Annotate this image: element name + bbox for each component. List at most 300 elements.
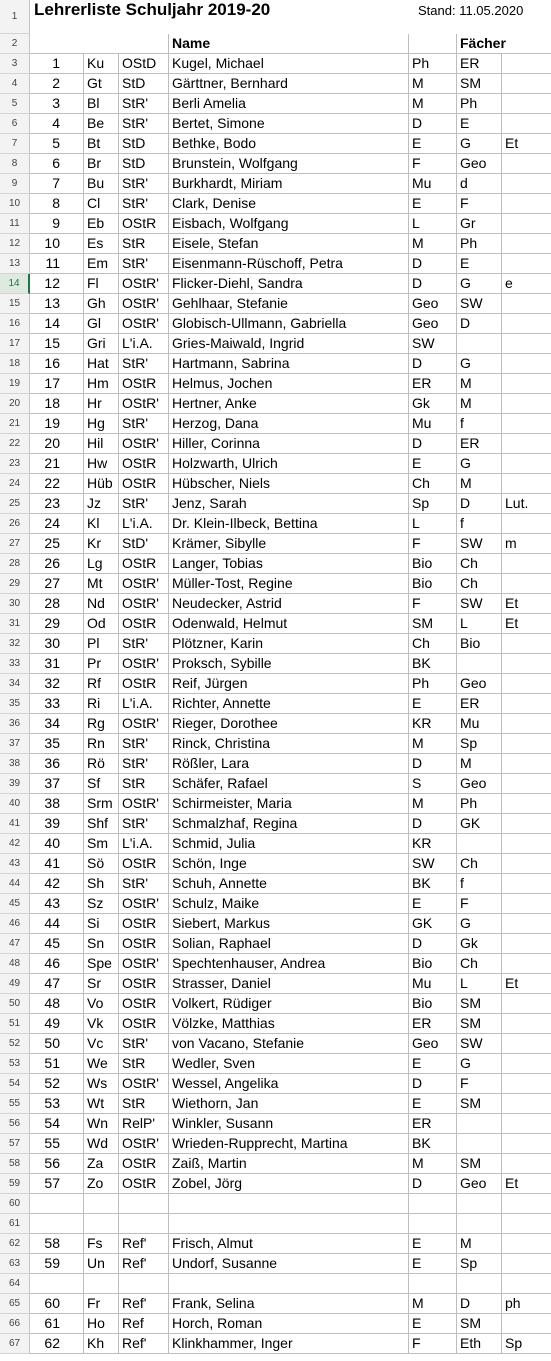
row-header[interactable]: 59: [0, 1174, 30, 1194]
cell-fach-3[interactable]: [502, 794, 551, 814]
row-header[interactable]: 28: [0, 554, 30, 574]
cell-amt[interactable]: L'i.A.: [119, 514, 169, 534]
cell-fach-3[interactable]: [502, 1094, 551, 1114]
cell-kuerzel[interactable]: Za: [84, 1154, 119, 1174]
cell-fach-1[interactable]: M: [409, 74, 457, 94]
cell-fach-2[interactable]: G: [457, 134, 502, 154]
cell-kuerzel[interactable]: Sz: [84, 894, 119, 914]
cell-nr[interactable]: 12: [30, 274, 84, 294]
cell-amt[interactable]: RelP': [119, 1114, 169, 1134]
cell-fach-1[interactable]: M: [409, 794, 457, 814]
cell-amt[interactable]: OStR': [119, 594, 169, 614]
cell-fach-2[interactable]: f: [457, 414, 502, 434]
cell-nr[interactable]: 32: [30, 674, 84, 694]
cell-fach-1[interactable]: S: [409, 774, 457, 794]
cell-fach-3[interactable]: [502, 1314, 551, 1334]
cell-kuerzel[interactable]: Hüb: [84, 474, 119, 494]
cell-name[interactable]: Wedler, Sven: [169, 1054, 409, 1074]
cell-kuerzel[interactable]: Sn: [84, 934, 119, 954]
cell-fach-3[interactable]: [502, 174, 551, 194]
cell-name[interactable]: [169, 1194, 409, 1214]
row-header[interactable]: 66: [0, 1314, 30, 1334]
cell-fach-2[interactable]: f: [457, 514, 502, 534]
row-header[interactable]: 49: [0, 974, 30, 994]
header-empty[interactable]: [30, 34, 169, 54]
cell-fach-3[interactable]: ph: [502, 1294, 551, 1314]
cell-amt[interactable]: StD: [119, 74, 169, 94]
cell-fach-2[interactable]: Ch: [457, 574, 502, 594]
cell-fach-2[interactable]: SW: [457, 294, 502, 314]
cell-fach-1[interactable]: M: [409, 234, 457, 254]
cell-nr[interactable]: 59: [30, 1254, 84, 1274]
cell-fach-3[interactable]: [502, 454, 551, 474]
cell-name[interactable]: Frisch, Almut: [169, 1234, 409, 1254]
cell-kuerzel[interactable]: Wt: [84, 1094, 119, 1114]
cell-kuerzel[interactable]: Wd: [84, 1134, 119, 1154]
row-header[interactable]: 65: [0, 1294, 30, 1314]
cell-fach-2[interactable]: SW: [457, 534, 502, 554]
cell-nr[interactable]: 9: [30, 214, 84, 234]
cell-kuerzel[interactable]: Shf: [84, 814, 119, 834]
row-header[interactable]: 56: [0, 1114, 30, 1134]
cell-fach-2[interactable]: D: [457, 1294, 502, 1314]
cell-amt[interactable]: StR': [119, 174, 169, 194]
cell-fach-1[interactable]: KR: [409, 714, 457, 734]
cell-fach-2[interactable]: Gk: [457, 934, 502, 954]
cell-nr[interactable]: 49: [30, 1014, 84, 1034]
cell-fach-3[interactable]: [502, 114, 551, 134]
cell-kuerzel[interactable]: Pl: [84, 634, 119, 654]
cell-kuerzel[interactable]: Hat: [84, 354, 119, 374]
row-header[interactable]: 39: [0, 774, 30, 794]
cell-fach-1[interactable]: SW: [409, 854, 457, 874]
cell-name[interactable]: Schirmeister, Maria: [169, 794, 409, 814]
cell-fach-2[interactable]: M: [457, 394, 502, 414]
cell-fach-3[interactable]: Et: [502, 1174, 551, 1194]
cell-fach-3[interactable]: [502, 294, 551, 314]
cell-amt[interactable]: StR': [119, 814, 169, 834]
cell-fach-2[interactable]: [457, 654, 502, 674]
cell-fach-3[interactable]: [502, 1134, 551, 1154]
cell-amt[interactable]: OStR': [119, 954, 169, 974]
cell-fach-2[interactable]: M: [457, 1234, 502, 1254]
cell-fach-2[interactable]: ER: [457, 434, 502, 454]
cell-name[interactable]: Strasser, Daniel: [169, 974, 409, 994]
cell-name[interactable]: Eisele, Stefan: [169, 234, 409, 254]
row-header[interactable]: 51: [0, 1014, 30, 1034]
cell-fach-1[interactable]: Geo: [409, 1034, 457, 1054]
cell-fach-1[interactable]: F: [409, 154, 457, 174]
cell-name[interactable]: Schön, Inge: [169, 854, 409, 874]
cell-fach-2[interactable]: Geo: [457, 1174, 502, 1194]
row-header[interactable]: 63: [0, 1254, 30, 1274]
cell-fach-3[interactable]: m: [502, 534, 551, 554]
cell-fach-3[interactable]: [502, 654, 551, 674]
cell-fach-2[interactable]: d: [457, 174, 502, 194]
cell-amt[interactable]: StR': [119, 634, 169, 654]
cell-fach-1[interactable]: M: [409, 734, 457, 754]
row-header[interactable]: 53: [0, 1054, 30, 1074]
cell-nr[interactable]: 60: [30, 1294, 84, 1314]
cell-nr[interactable]: 22: [30, 474, 84, 494]
cell-fach-2[interactable]: GK: [457, 814, 502, 834]
cell-amt[interactable]: L'i.A.: [119, 834, 169, 854]
cell-kuerzel[interactable]: Sh: [84, 874, 119, 894]
row-header[interactable]: 6: [0, 114, 30, 134]
cell-kuerzel[interactable]: Lg: [84, 554, 119, 574]
cell-name[interactable]: von Vacano, Stefanie: [169, 1034, 409, 1054]
cell-nr[interactable]: 62: [30, 1334, 84, 1354]
cell-nr[interactable]: 35: [30, 734, 84, 754]
cell-amt[interactable]: StR: [119, 1054, 169, 1074]
cell-fach-3[interactable]: [502, 234, 551, 254]
cell-fach-3[interactable]: [502, 994, 551, 1014]
row-header[interactable]: 54: [0, 1074, 30, 1094]
row-header[interactable]: 10: [0, 194, 30, 214]
cell-nr[interactable]: 56: [30, 1154, 84, 1174]
cell-kuerzel[interactable]: Ho: [84, 1314, 119, 1334]
cell-name[interactable]: Brunstein, Wolfgang: [169, 154, 409, 174]
cell-fach-2[interactable]: ER: [457, 694, 502, 714]
cell-name[interactable]: Hertner, Anke: [169, 394, 409, 414]
row-header[interactable]: 23: [0, 454, 30, 474]
cell-fach-3[interactable]: [502, 54, 551, 74]
cell-name[interactable]: Eisenmann-Rüschoff, Petra: [169, 254, 409, 274]
cell-nr[interactable]: 44: [30, 914, 84, 934]
cell-fach-3[interactable]: e: [502, 274, 551, 294]
cell-kuerzel[interactable]: Rg: [84, 714, 119, 734]
cell-kuerzel[interactable]: Bu: [84, 174, 119, 194]
cell-kuerzel[interactable]: [84, 1214, 119, 1234]
cell-kuerzel[interactable]: Vc: [84, 1034, 119, 1054]
header-name[interactable]: Name: [169, 34, 409, 54]
cell-amt[interactable]: [119, 1274, 169, 1294]
cell-name[interactable]: Hübscher, Niels: [169, 474, 409, 494]
cell-name[interactable]: Kugel, Michael: [169, 54, 409, 74]
cell-amt[interactable]: OStR': [119, 434, 169, 454]
cell-fach-3[interactable]: [502, 394, 551, 414]
cell-fach-3[interactable]: [502, 1254, 551, 1274]
cell-fach-1[interactable]: Mu: [409, 974, 457, 994]
cell-fach-2[interactable]: SM: [457, 74, 502, 94]
cell-nr[interactable]: 2: [30, 74, 84, 94]
cell-fach-2[interactable]: Ph: [457, 234, 502, 254]
cell-kuerzel[interactable]: Be: [84, 114, 119, 134]
cell-kuerzel[interactable]: Spe: [84, 954, 119, 974]
row-header[interactable]: 62: [0, 1234, 30, 1254]
cell-fach-1[interactable]: M: [409, 1294, 457, 1314]
cell-name[interactable]: Spechtenhauser, Andrea: [169, 954, 409, 974]
cell-fach-3[interactable]: [502, 74, 551, 94]
cell-fach-3[interactable]: [502, 1114, 551, 1134]
cell-amt[interactable]: OStR': [119, 794, 169, 814]
cell-amt[interactable]: L'i.A.: [119, 694, 169, 714]
cell-amt[interactable]: OStR: [119, 554, 169, 574]
cell-fach-2[interactable]: Sp: [457, 734, 502, 754]
cell-name[interactable]: Frank, Selina: [169, 1294, 409, 1314]
cell-kuerzel[interactable]: Wn: [84, 1114, 119, 1134]
cell-name[interactable]: [169, 1214, 409, 1234]
cell-kuerzel[interactable]: Gl: [84, 314, 119, 334]
cell-nr[interactable]: 55: [30, 1134, 84, 1154]
cell-amt[interactable]: StR': [119, 254, 169, 274]
row-header[interactable]: 8: [0, 154, 30, 174]
cell-nr[interactable]: 48: [30, 994, 84, 1014]
cell-nr[interactable]: 31: [30, 654, 84, 674]
cell-amt[interactable]: OStR: [119, 1154, 169, 1174]
cell-kuerzel[interactable]: Fs: [84, 1234, 119, 1254]
cell-fach-1[interactable]: F: [409, 594, 457, 614]
cell-fach-3[interactable]: [502, 1234, 551, 1254]
cell-name[interactable]: Schulz, Maike: [169, 894, 409, 914]
cell-amt[interactable]: StR: [119, 234, 169, 254]
row-header[interactable]: 14: [0, 274, 30, 294]
cell-fach-1[interactable]: [409, 1274, 457, 1294]
cell-fach-3[interactable]: [502, 254, 551, 274]
cell-kuerzel[interactable]: Kr: [84, 534, 119, 554]
row-header[interactable]: 16: [0, 314, 30, 334]
cell-nr[interactable]: 5: [30, 134, 84, 154]
row-header[interactable]: 12: [0, 234, 30, 254]
cell-fach-3[interactable]: [502, 854, 551, 874]
cell-amt[interactable]: StR': [119, 754, 169, 774]
row-header[interactable]: 50: [0, 994, 30, 1014]
cell-fach-2[interactable]: F: [457, 894, 502, 914]
cell-fach-1[interactable]: D: [409, 934, 457, 954]
cell-fach-2[interactable]: SM: [457, 1314, 502, 1334]
cell-kuerzel[interactable]: [84, 1274, 119, 1294]
cell-fach-1[interactable]: D: [409, 274, 457, 294]
cell-fach-3[interactable]: [502, 314, 551, 334]
cell-nr[interactable]: 57: [30, 1174, 84, 1194]
cell-name[interactable]: Volkert, Rüdiger: [169, 994, 409, 1014]
cell-amt[interactable]: L'i.A.: [119, 334, 169, 354]
cell-amt[interactable]: OStR': [119, 894, 169, 914]
row-header[interactable]: 11: [0, 214, 30, 234]
cell-name[interactable]: Bethke, Bodo: [169, 134, 409, 154]
cell-fach-1[interactable]: E: [409, 454, 457, 474]
cell-fach-3[interactable]: [502, 194, 551, 214]
cell-nr[interactable]: 11: [30, 254, 84, 274]
cell-name[interactable]: Schmid, Julia: [169, 834, 409, 854]
cell-amt[interactable]: StD: [119, 134, 169, 154]
row-header[interactable]: 18: [0, 354, 30, 374]
cell-fach-3[interactable]: [502, 1014, 551, 1034]
cell-name[interactable]: Wessel, Angelika: [169, 1074, 409, 1094]
cell-name[interactable]: Hartmann, Sabrina: [169, 354, 409, 374]
cell-fach-1[interactable]: L: [409, 214, 457, 234]
cell-name[interactable]: Odenwald, Helmut: [169, 614, 409, 634]
cell-fach-3[interactable]: [502, 634, 551, 654]
cell-fach-1[interactable]: E: [409, 1234, 457, 1254]
row-header[interactable]: 32: [0, 634, 30, 654]
cell-fach-2[interactable]: Geo: [457, 674, 502, 694]
cell-fach-1[interactable]: E: [409, 1054, 457, 1074]
cell-amt[interactable]: Ref': [119, 1294, 169, 1314]
cell-nr[interactable]: 21: [30, 454, 84, 474]
cell-name[interactable]: Schmalzhaf, Regina: [169, 814, 409, 834]
cell-fach-3[interactable]: [502, 1194, 551, 1214]
cell-kuerzel[interactable]: Od: [84, 614, 119, 634]
cell-kuerzel[interactable]: Rn: [84, 734, 119, 754]
cell-name[interactable]: [169, 1274, 409, 1294]
cell-amt[interactable]: Ref': [119, 1254, 169, 1274]
row-header[interactable]: 67: [0, 1334, 30, 1354]
cell-kuerzel[interactable]: Srm: [84, 794, 119, 814]
row-header[interactable]: 40: [0, 794, 30, 814]
row-header[interactable]: 44: [0, 874, 30, 894]
row-header[interactable]: 55: [0, 1094, 30, 1114]
cell-fach-3[interactable]: [502, 714, 551, 734]
cell-amt[interactable]: OStR: [119, 1014, 169, 1034]
cell-fach-1[interactable]: Ph: [409, 54, 457, 74]
cell-name[interactable]: Undorf, Susanne: [169, 1254, 409, 1274]
cell-kuerzel[interactable]: Sm: [84, 834, 119, 854]
cell-fach-3[interactable]: [502, 734, 551, 754]
row-header[interactable]: 25: [0, 494, 30, 514]
row-header[interactable]: 24: [0, 474, 30, 494]
row-header[interactable]: 33: [0, 654, 30, 674]
cell-fach-3[interactable]: [502, 514, 551, 534]
cell-fach-3[interactable]: [502, 354, 551, 374]
cell-fach-3[interactable]: [502, 154, 551, 174]
cell-fach-3[interactable]: [502, 1034, 551, 1054]
cell-name[interactable]: Holzwarth, Ulrich: [169, 454, 409, 474]
cell-kuerzel[interactable]: Nd: [84, 594, 119, 614]
cell-fach-1[interactable]: SW: [409, 334, 457, 354]
cell-kuerzel[interactable]: Sf: [84, 774, 119, 794]
cell-fach-2[interactable]: SW: [457, 594, 502, 614]
cell-nr[interactable]: 30: [30, 634, 84, 654]
cell-amt[interactable]: OStR: [119, 674, 169, 694]
row-header[interactable]: 19: [0, 374, 30, 394]
cell-fach-3[interactable]: [502, 1154, 551, 1174]
cell-fach-1[interactable]: Bio: [409, 994, 457, 1014]
cell-name[interactable]: Clark, Denise: [169, 194, 409, 214]
cell-nr[interactable]: 54: [30, 1114, 84, 1134]
cell-kuerzel[interactable]: We: [84, 1054, 119, 1074]
cell-name[interactable]: Zaiß, Martin: [169, 1154, 409, 1174]
row-header[interactable]: 43: [0, 854, 30, 874]
cell-kuerzel[interactable]: Hg: [84, 414, 119, 434]
cell-kuerzel[interactable]: Rf: [84, 674, 119, 694]
cell-fach-2[interactable]: [457, 1134, 502, 1154]
cell-nr[interactable]: 17: [30, 374, 84, 394]
cell-name[interactable]: Solian, Raphael: [169, 934, 409, 954]
cell-fach-2[interactable]: Ch: [457, 954, 502, 974]
cell-amt[interactable]: OStR: [119, 854, 169, 874]
cell-amt[interactable]: Ref: [119, 1314, 169, 1334]
cell-fach-2[interactable]: Sp: [457, 1254, 502, 1274]
row-header[interactable]: 38: [0, 754, 30, 774]
cell-nr[interactable]: 45: [30, 934, 84, 954]
cell-name[interactable]: Plötzner, Karin: [169, 634, 409, 654]
cell-amt[interactable]: OStR: [119, 914, 169, 934]
cell-nr[interactable]: 47: [30, 974, 84, 994]
cell-name[interactable]: Globisch-Ullmann, Gabriella: [169, 314, 409, 334]
cell-fach-3[interactable]: [502, 914, 551, 934]
cell-fach-2[interactable]: SM: [457, 1154, 502, 1174]
cell-fach-2[interactable]: [457, 834, 502, 854]
cell-fach-1[interactable]: D: [409, 114, 457, 134]
cell-nr[interactable]: [30, 1194, 84, 1214]
cell-kuerzel[interactable]: [84, 1194, 119, 1214]
cell-amt[interactable]: OStR: [119, 1174, 169, 1194]
row-header[interactable]: 34: [0, 674, 30, 694]
cell-nr[interactable]: 7: [30, 174, 84, 194]
cell-fach-2[interactable]: G: [457, 454, 502, 474]
cell-name[interactable]: Gehlhaar, Stefanie: [169, 294, 409, 314]
cell-amt[interactable]: OStR': [119, 294, 169, 314]
cell-nr[interactable]: 10: [30, 234, 84, 254]
cell-kuerzel[interactable]: Kh: [84, 1334, 119, 1354]
cell-fach-3[interactable]: [502, 774, 551, 794]
row-header[interactable]: 21: [0, 414, 30, 434]
row-header[interactable]: 20: [0, 394, 30, 414]
cell-nr[interactable]: [30, 1274, 84, 1294]
cell-amt[interactable]: StR': [119, 354, 169, 374]
cell-fach-2[interactable]: f: [457, 874, 502, 894]
row-header[interactable]: 61: [0, 1214, 30, 1234]
cell-fach-1[interactable]: F: [409, 534, 457, 554]
cell-name[interactable]: Klinkhammer, Inger: [169, 1334, 409, 1354]
cell-fach-1[interactable]: M: [409, 94, 457, 114]
cell-nr[interactable]: 52: [30, 1074, 84, 1094]
cell-name[interactable]: Richter, Annette: [169, 694, 409, 714]
cell-name[interactable]: Schäfer, Rafael: [169, 774, 409, 794]
cell-kuerzel[interactable]: Ws: [84, 1074, 119, 1094]
cell-name[interactable]: Rinck, Christina: [169, 734, 409, 754]
row-header[interactable]: 5: [0, 94, 30, 114]
row-header[interactable]: 46: [0, 914, 30, 934]
row-header[interactable]: 7: [0, 134, 30, 154]
cell-amt[interactable]: StD': [119, 534, 169, 554]
cell-fach-2[interactable]: SM: [457, 1014, 502, 1034]
cell-fach-1[interactable]: Ph: [409, 674, 457, 694]
cell-amt[interactable]: StR': [119, 874, 169, 894]
cell-nr[interactable]: 40: [30, 834, 84, 854]
cell-amt[interactable]: OStR: [119, 934, 169, 954]
cell-name[interactable]: Burkhardt, Miriam: [169, 174, 409, 194]
cell-name[interactable]: Siebert, Markus: [169, 914, 409, 934]
cell-kuerzel[interactable]: Hm: [84, 374, 119, 394]
row-header[interactable]: 17: [0, 334, 30, 354]
cell-fach-3[interactable]: [502, 554, 551, 574]
cell-amt[interactable]: OStR': [119, 274, 169, 294]
cell-fach-1[interactable]: GK: [409, 914, 457, 934]
cell-amt[interactable]: StR': [119, 94, 169, 114]
cell-fach-3[interactable]: [502, 1274, 551, 1294]
cell-fach-1[interactable]: E: [409, 694, 457, 714]
cell-amt[interactable]: OStR': [119, 574, 169, 594]
cell-name[interactable]: Völzke, Matthias: [169, 1014, 409, 1034]
cell-kuerzel[interactable]: Cl: [84, 194, 119, 214]
cell-amt[interactable]: OStR': [119, 394, 169, 414]
cell-fach-3[interactable]: [502, 574, 551, 594]
cell-fach-1[interactable]: E: [409, 194, 457, 214]
cell-fach-2[interactable]: E: [457, 114, 502, 134]
cell-amt[interactable]: StR': [119, 114, 169, 134]
cell-name[interactable]: Langer, Tobias: [169, 554, 409, 574]
row-header[interactable]: 31: [0, 614, 30, 634]
cell-name[interactable]: Hiller, Corinna: [169, 434, 409, 454]
cell-nr[interactable]: 43: [30, 894, 84, 914]
cell-fach-1[interactable]: D: [409, 1174, 457, 1194]
cell-fach-1[interactable]: D: [409, 354, 457, 374]
cell-fach-2[interactable]: E: [457, 254, 502, 274]
cell-nr[interactable]: 53: [30, 1094, 84, 1114]
cell-fach-3[interactable]: Et: [502, 134, 551, 154]
